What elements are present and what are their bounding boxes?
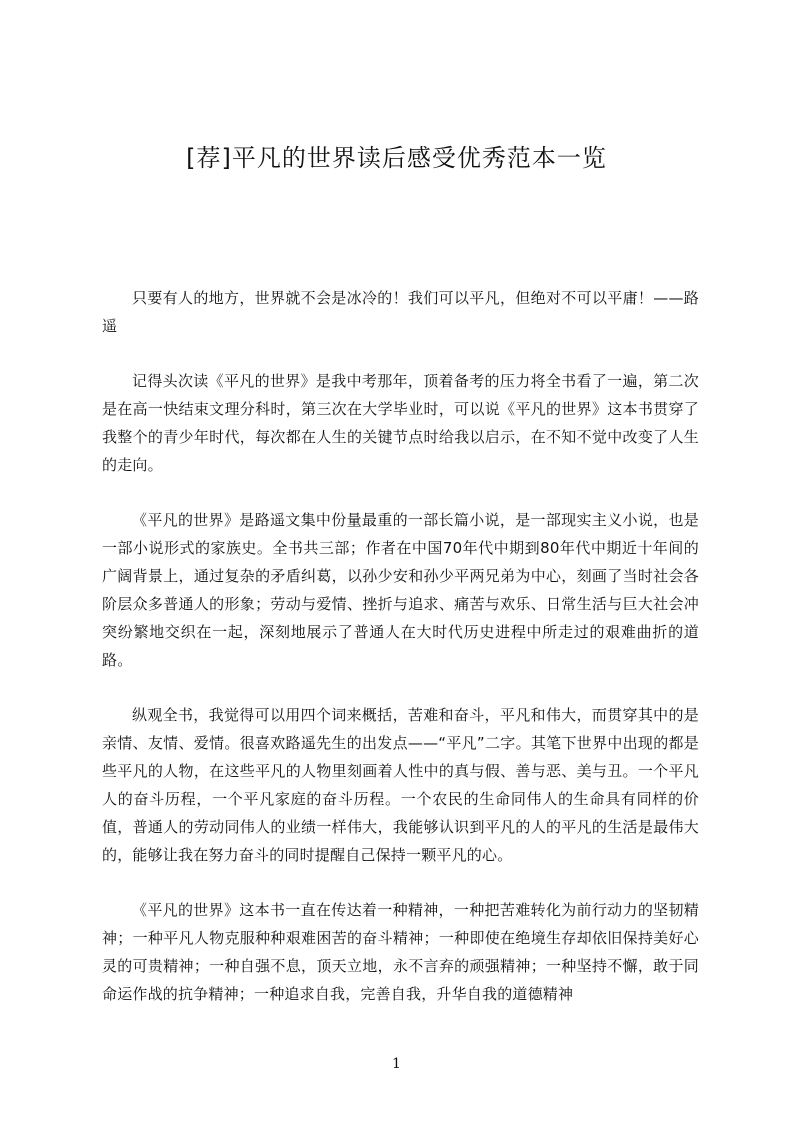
page-number: 1 (392, 1056, 401, 1072)
document-body (102, 284, 699, 1035)
paragraph-overview: 纵观全书，我觉得可以用四个词来概括，苦难和奋斗，平凡和伟大，而贯穿其中的是亲情、友情、爱情。很喜欢路遥先生的出发点——“平凡”二字。其笔下世界中出现的都是些平凡的人物，在这些平凡的人物里刻画着人性中的真与假、善与恶、美与丑。一个平凡人的奋斗历程，一个平凡家庭的奋斗历程。一个农民的生命同伟人的生命具有同样的价值，普通人的劳动同伟人的业绩一样伟大，我能够认识到平凡的人的平凡的生活是最伟大的，能够让我在努力奋斗的同时提醒自己保持一颗平凡的心。 (102, 706, 699, 864)
paragraph-reading-history: 记得头次读《平凡的世界》是我中考那年，顶着备考的压力将全书看了一遍，第二次是在高一快结束文理分科时，第三次在大学毕业时，可以说《平凡的世界》这本书贯穿了我整个的青少年时代，每次都在人生的关键节点时给我以启示，在不知不觉中改变了人生的走向。 (102, 372, 699, 474)
paragraph-quote: 只要有人的地方，世界就不会是冰冷的！我们可以平凡，但绝对不可以平庸！——路遥 (102, 289, 699, 335)
paragraph-spirit: 《平凡的世界》这本书一直在传达着一种精神，一种把苦难转化为前行动力的坚韧精神；一种平凡人物克服种种艰难困苦的奋斗精神；一种即使在绝境生存却依旧保持美好心灵的可贵精神；一种自强不息，顶天立地，永不言弃的顽强精神；一种坚持不懈，敢于同命运作战的抗争精神；一种追求自我，完善自我，升华自我的道德精神 (102, 901, 699, 1003)
document-title: [荐]平凡的世界读后感受优秀范本一览 (186, 144, 607, 172)
paragraph-book-summary: 《平凡的世界》是路遥文集中份量最重的一部长篇小说，是一部现实主义小说，也是一部小说形式的家族史。全书共三部；作者在中国70年代中期到80年代中期近十年间的广阔背景上，通过复杂的矛盾纠葛，以孙少安和孙少平两兄弟为中心，刻画了当时社会各阶层众多普通人的形象；劳动与爱情、挫折与追求、痛苦与欢乐、日常生活与巨大社会冲突纷繁地交织在一起，深刻地展示了普通人在大时代历史进程中所走过的艰难曲折的道路。 (102, 511, 699, 669)
